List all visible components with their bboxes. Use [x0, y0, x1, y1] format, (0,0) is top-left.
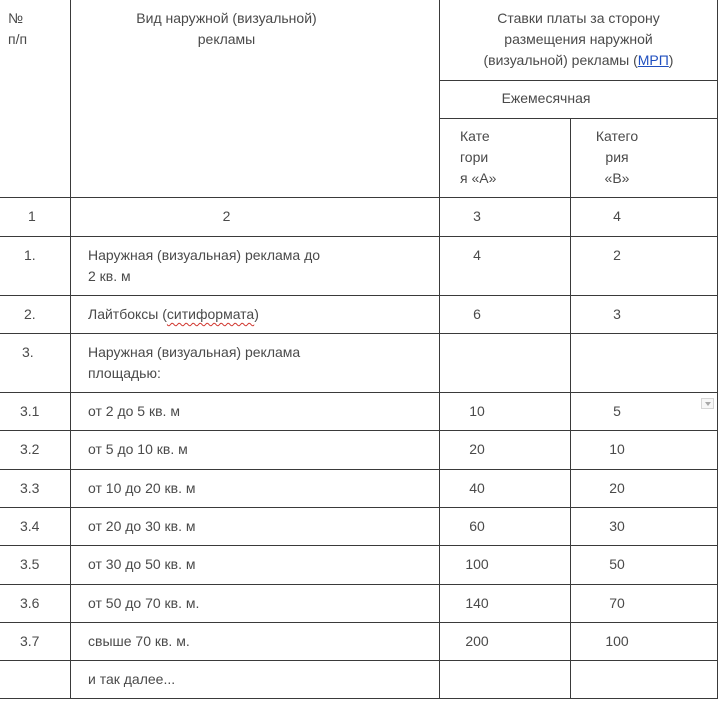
header-type: Вид наружной (визуальной) рекламы	[136, 10, 317, 47]
header-rates-close: )	[668, 52, 674, 68]
row-num: 3.4	[20, 518, 40, 534]
row-type	[88, 304, 388, 325]
row-type: от 5 до 10 кв. м	[88, 441, 188, 457]
row-cat-a: 6	[473, 306, 481, 322]
row-cat-a: 4	[473, 247, 481, 263]
row-type: свыше 70 кв. м.	[88, 633, 190, 649]
row-cat-a: 60	[469, 518, 485, 534]
row-cat-a: 20	[469, 441, 485, 457]
grid-line	[0, 660, 718, 661]
grid-line	[0, 295, 718, 296]
row-type-close: )	[254, 306, 259, 322]
row-type: и так далее...	[88, 671, 176, 687]
grid-line	[0, 197, 718, 198]
row-num: 3.3	[20, 480, 40, 496]
row-cat-b: 30	[609, 518, 625, 534]
row-type: Наружная (визуальная) реклама до 2 кв. м	[88, 247, 321, 284]
index-col-2: 2	[222, 208, 231, 224]
spellcheck-word: ситиформата	[166, 306, 255, 322]
row-num: 3.7	[20, 633, 40, 649]
row-num: 3.6	[20, 595, 40, 611]
row-num: 3.5	[20, 556, 40, 572]
row-cat-b: 50	[609, 556, 625, 572]
row-num: 3.	[22, 344, 34, 360]
index-col-1: 1	[28, 208, 36, 224]
grid-line	[0, 584, 718, 585]
grid-line	[0, 430, 718, 431]
grid-line	[0, 507, 718, 508]
grid-line	[0, 545, 718, 546]
row-type: от 20 до 30 кв. м	[88, 518, 196, 534]
row-type: от 50 до 70 кв. м.	[88, 595, 200, 611]
row-num: 1.	[24, 247, 36, 263]
row-num: 3.2	[20, 441, 40, 457]
row-cat-a: 200	[465, 633, 489, 649]
row-cat-b: 5	[613, 403, 621, 419]
row-cat-b: 10	[609, 441, 625, 457]
row-cat-b: 3	[613, 306, 621, 322]
row-num: 3.1	[20, 403, 40, 419]
row-type: Наружная (визуальная) реклама площадью:	[88, 344, 301, 381]
row-num: 2.	[24, 306, 36, 322]
grid-line	[0, 469, 718, 470]
header-cat-b: Катего рия «В»	[595, 128, 639, 186]
index-col-3: 3	[473, 208, 481, 224]
grid-line	[717, 0, 718, 699]
grid-line	[0, 622, 718, 623]
header-num: № п/п	[8, 10, 28, 47]
grid-line	[439, 118, 718, 119]
row-cat-b: 2	[613, 247, 621, 263]
row-cat-b: 70	[609, 595, 625, 611]
row-type-text: Лайтбоксы (	[88, 306, 167, 322]
dropdown-arrow-icon[interactable]	[701, 398, 714, 409]
grid-line	[0, 236, 718, 237]
header-monthly: Ежемесячная	[501, 90, 591, 106]
row-type: от 10 до 20 кв. м	[88, 480, 196, 496]
mrp-link[interactable]: МРП	[637, 52, 669, 68]
grid-line	[0, 698, 718, 699]
header-cat-a: Кате гори я «А»	[460, 128, 497, 186]
grid-line	[0, 392, 718, 393]
header-rates-text: Ставки платы за сторону размещения наружной (визуальной) рекламы (	[483, 10, 660, 68]
header-rates	[439, 8, 718, 71]
row-type: от 30 до 50 кв. м	[88, 556, 196, 572]
grid-line	[70, 0, 71, 699]
row-cat-b: 100	[605, 633, 629, 649]
row-cat-b: 20	[609, 480, 625, 496]
index-col-4: 4	[613, 208, 621, 224]
row-type: от 2 до 5 кв. м	[88, 403, 180, 419]
row-cat-a: 140	[465, 595, 489, 611]
grid-line	[439, 80, 718, 81]
row-cat-a: 40	[469, 480, 485, 496]
row-cat-a: 10	[469, 403, 485, 419]
grid-line	[0, 333, 718, 334]
row-cat-a: 100	[465, 556, 489, 572]
